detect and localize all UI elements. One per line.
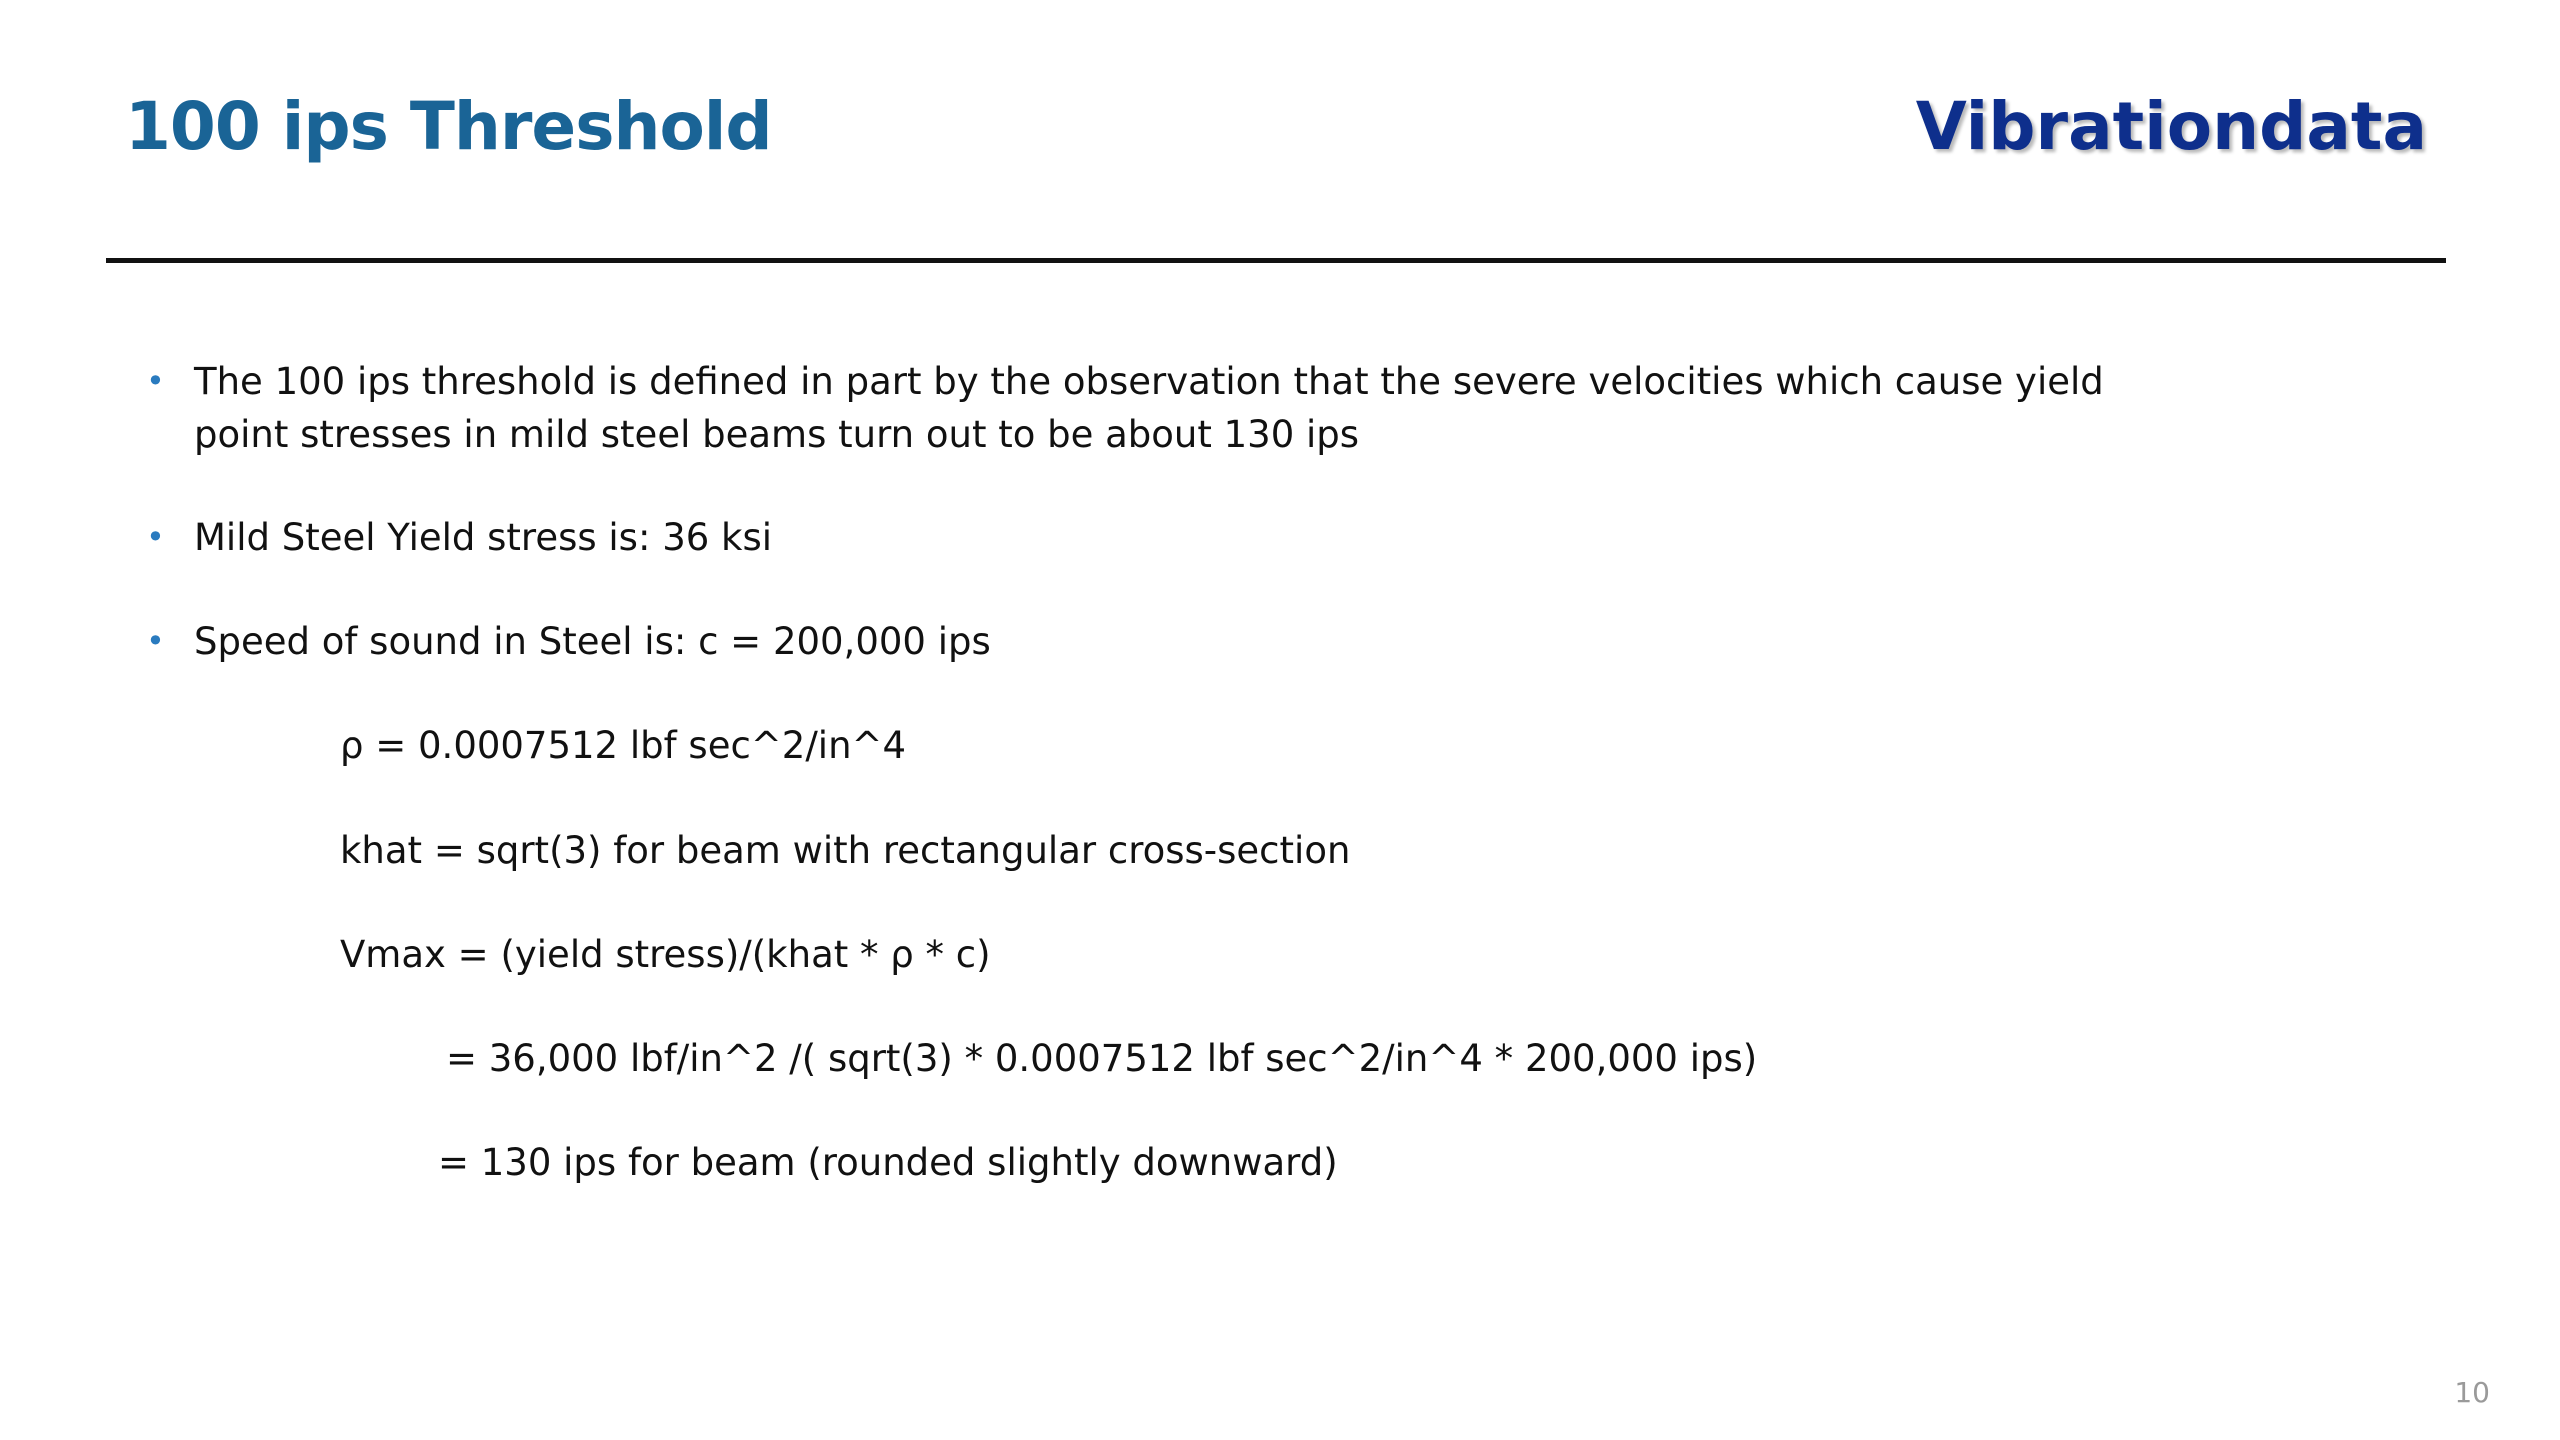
bullet-dot-icon: • bbox=[146, 622, 165, 660]
vmax-result-line: = 130 ips for beam (rounded slightly downward) bbox=[438, 1141, 1338, 1184]
page-number: 10 bbox=[2454, 1376, 2490, 1409]
title-divider bbox=[106, 258, 2446, 263]
bullet-dot-icon: • bbox=[146, 518, 165, 556]
vmax-formula-line: Vmax = (yield stress)/(khat * ρ * c) bbox=[340, 933, 991, 976]
density-line: ρ = 0.0007512 lbf sec^2/in^4 bbox=[340, 724, 907, 767]
khat-line: khat = sqrt(3) for beam with rectangular cross-section bbox=[340, 829, 1351, 872]
bullet-text: Mild Steel Yield stress is: 36 ksi bbox=[194, 516, 773, 559]
bullet-item bbox=[146, 511, 2174, 564]
slide-title: 100 ips Threshold bbox=[125, 88, 772, 165]
bullet-text: The 100 ips threshold is defined in part by the observation that the severe velocities which cause yield point stresses in mild steel beams turn out to be about 130 ips bbox=[194, 360, 2104, 456]
bullet-item bbox=[146, 355, 2174, 461]
bullet-text: Speed of sound in Steel is: c = 200,000 ips bbox=[194, 620, 991, 663]
brand-logo-text: Vibrationdata bbox=[1915, 88, 2427, 165]
bullet-item bbox=[146, 615, 2174, 668]
vmax-substitution-line: = 36,000 lbf/in^2 /( sqrt(3) * 0.0007512 lbf sec^2/in^4 * 200,000 ips) bbox=[446, 1037, 1758, 1080]
bullet-dot-icon: • bbox=[146, 362, 165, 400]
